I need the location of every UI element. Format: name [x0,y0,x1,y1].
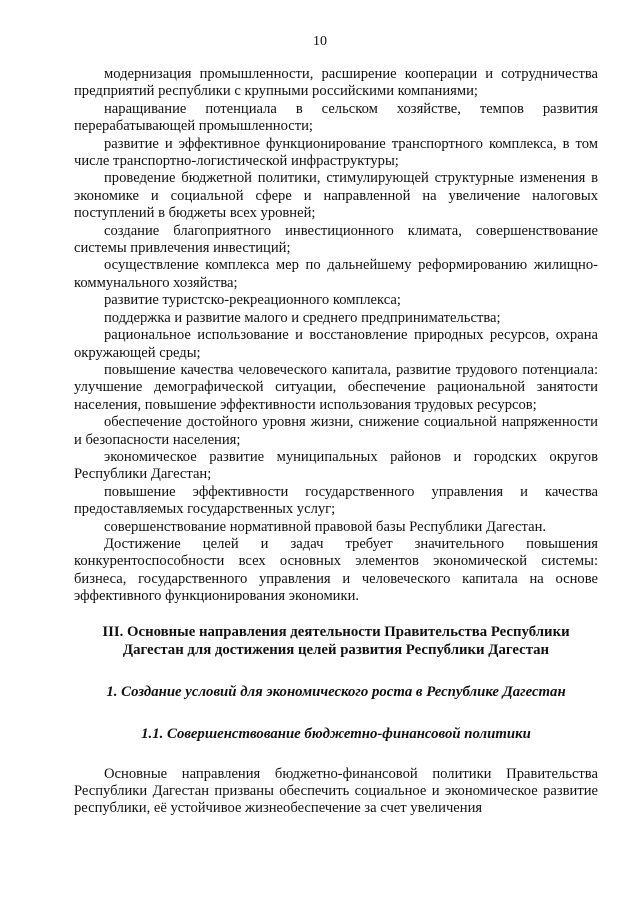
paragraph: модернизация промышленности, расширение кооперации и сотрудничества предприятий республики с крупными российскими компаниями; [74,66,598,100]
paragraph: развитие и эффективное функционирование транспортного комплекса, в том числе транспортно-логистической инфраструктуры; [74,135,598,170]
paragraph: проведение бюджетной политики, стимулирующей структурные изменения в экономике и социальной сфере и направленной на увеличение налоговых поступлений в бюджеты всех уровней; [74,170,598,222]
document-body [74,66,598,818]
paragraph: развитие туристско-рекреационного комплекса; [104,292,401,309]
paragraph: обеспечение достойного уровня жизни, снижение социальной напряженности и безопасности населения; [74,414,598,448]
section-heading [74,623,598,659]
paragraph: совершенствование нормативной правовой базы Республики Дагестан. [104,518,547,535]
page-number: 10 [313,34,327,49]
paragraph: осуществление комплекса мер по дальнейшему реформированию жилищно-коммунального хозяйства; [74,257,598,291]
subsubsection-heading: 1.1. Совершенствование бюджетно-финансовой политики [141,725,531,742]
section-heading-line: Дагестан для достижения целей развития Республики Дагестан [122,641,550,658]
paragraph: Достижение целей и задач требует значительного повышения конкурентоспособности всех основных элементов экономической системы: бизнеса, государственного управления и человеческого капитала на основе эффективного функционирования экономики. [74,535,598,605]
paragraph: экономическое развитие муниципальных районов и городских округов Республики Дагестан; [74,448,598,483]
subsection-heading: 1. Создание условий для экономического роста в Республике Дагестан [106,683,566,700]
section-heading-line: III. Основные направления деятельности Правительства Республики [102,623,570,640]
paragraph: создание благоприятного инвестиционного климата, совершенствование системы привлечения инвестиций; [74,222,598,257]
paragraph: наращивание потенциала в сельском хозяйстве, темпов развития перерабатывающей промышленности; [74,100,598,135]
paragraph: Основные направления бюджетно-финансовой политики Правительства Республики Дагестан призваны обеспечить социальное и экономическое развитие республики, её устойчивое жизнеобеспечение за счет увеличения [74,765,598,817]
paragraph: повышение качества человеческого капитала, развитие трудового потенциала: улучшение демографической ситуации, обеспечение рациональной занятости населения, повышение эффективности использования трудовых ресурсов; [74,361,598,413]
paragraph: поддержка и развитие малого и среднего предпринимательства; [104,309,501,326]
paragraph: повышение эффективности государственного управления и качества предоставляемых государственных услуг; [74,483,598,518]
paragraph: рациональное использование и восстановление природных ресурсов, охрана окружающей среды; [74,327,598,361]
